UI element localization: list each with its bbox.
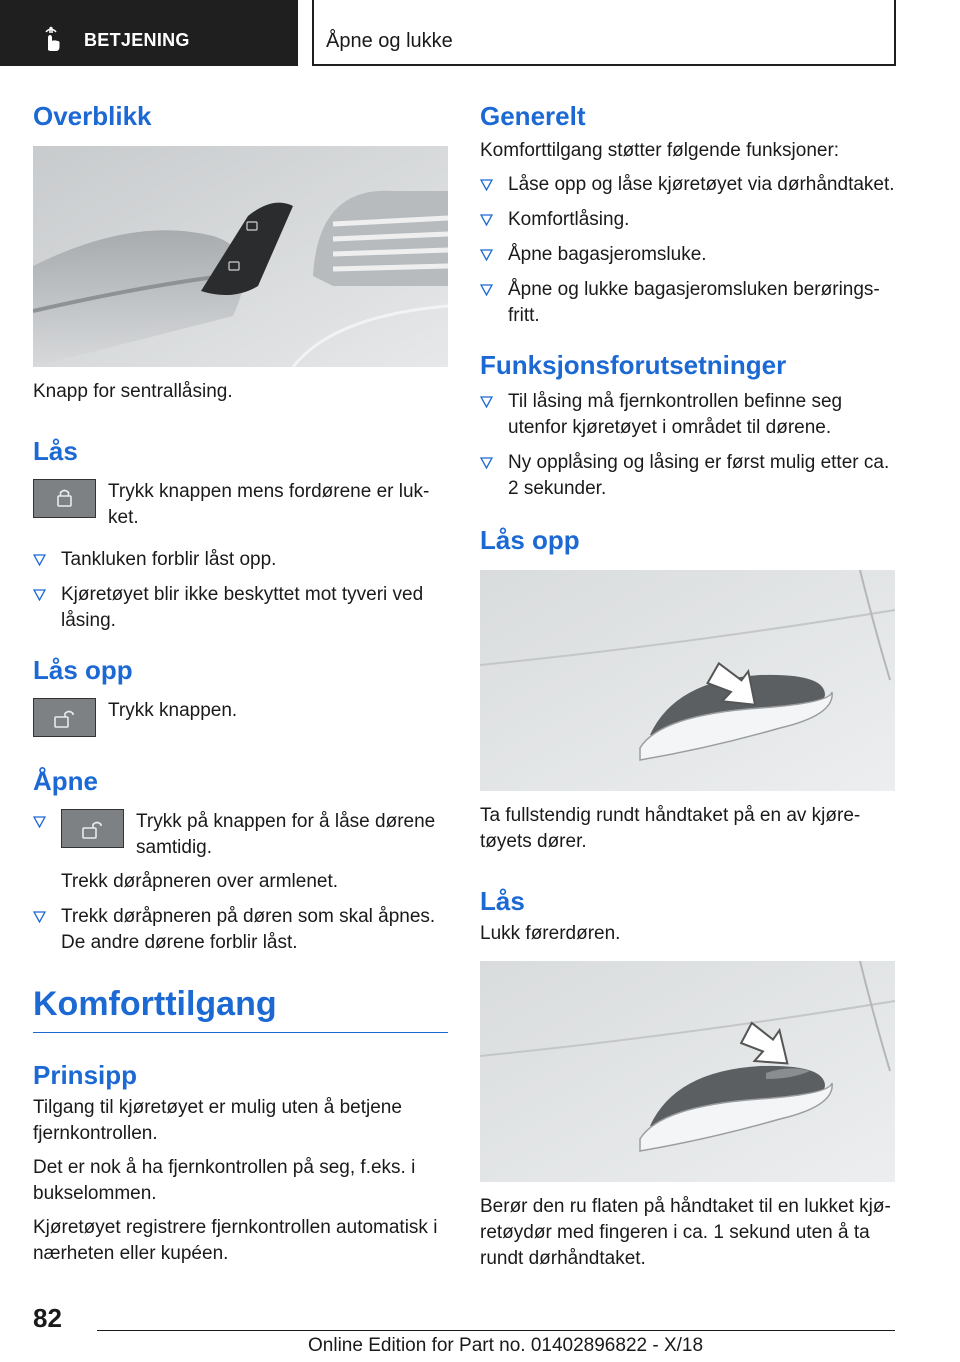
door-lock-buttons-photo xyxy=(33,146,448,367)
triangle-bullet-icon xyxy=(480,284,493,296)
door-handle-touch-photo xyxy=(480,961,895,1182)
triangle-bullet-icon xyxy=(480,214,493,226)
prinsipp-paragraph: Det er nok å ha fjernkontrollen på seg, f.eks. i bukselommen. xyxy=(33,1157,416,1204)
generelt-heading: Generelt xyxy=(480,101,586,131)
triangle-bullet-icon xyxy=(480,249,493,261)
edition-note: Online Edition for Part no. 01402896822 - X/18 xyxy=(308,1335,704,1356)
las-heading: Lås xyxy=(33,436,78,466)
funksjon-list xyxy=(480,389,895,502)
triangle-bullet-icon xyxy=(33,589,46,601)
list-item xyxy=(33,809,448,895)
lasopp-heading-right: Lås opp xyxy=(480,525,580,555)
triangle-bullet-icon xyxy=(480,396,493,408)
list-item: Åpne og lukke bagasjeromsluken berørings-fritt. xyxy=(480,277,895,329)
chapter-title: Åpne og lukke xyxy=(326,30,453,52)
triangle-bullet-icon xyxy=(33,554,46,566)
funksjonsforutsetninger-heading: Funksjonsforutsetninger xyxy=(480,350,787,380)
left-column xyxy=(33,100,448,1267)
page-number: 82 xyxy=(33,1303,62,1333)
las-instruction xyxy=(33,479,448,531)
list-item: Til låsing må fjernkontrollen befinne seg utenfor kjøretøyet i området til dørene. xyxy=(480,389,895,441)
lock-button-icon xyxy=(33,479,96,518)
prinsipp-paragraph: Tilgang til kjøretøyet er mulig uten å betjene fjernkontrollen. xyxy=(33,1097,402,1144)
apne-item1-sub: Trekk døråpneren over armlenet. xyxy=(61,871,339,892)
page-header xyxy=(0,0,960,66)
komforttilgang-heading: Komforttilgang xyxy=(33,984,448,1033)
list-item: Komfortlåsing. xyxy=(480,207,895,233)
triangle-bullet-icon xyxy=(480,179,493,191)
right-column xyxy=(480,100,895,1272)
las-list xyxy=(33,547,448,634)
apne-list xyxy=(33,809,448,956)
lasopp-caption: Ta fullstendig rundt håndtaket på en av kjøre-tøyets dører. xyxy=(480,805,861,852)
las-heading-right: Lås xyxy=(480,886,525,916)
lasopp-heading: Lås opp xyxy=(33,655,133,685)
lasopp-instruction xyxy=(33,698,448,737)
generelt-list xyxy=(480,172,895,329)
apne-item1-text: Trykk på knappen for å låse dørene samtidig. xyxy=(136,811,436,858)
triangle-bullet-icon xyxy=(33,816,46,828)
footer-divider xyxy=(97,1330,895,1331)
lasopp-text: Trykk knappen. xyxy=(108,700,238,721)
overblikk-heading: Overblikk xyxy=(33,101,152,131)
las-caption: Berør den ru flaten på håndtaket til en lukket kjø-retøydør med fingeren i ca. 1 sekund uten å ta rundt dørhåndtaket. xyxy=(480,1196,891,1269)
triangle-bullet-icon xyxy=(33,911,46,923)
prinsipp-heading: Prinsipp xyxy=(33,1060,138,1090)
list-item: Åpne bagasjeromsluke. xyxy=(480,242,895,268)
list-item: Ny opplåsing og låsing er først mulig etter ca. 2 sekunder. xyxy=(480,450,895,502)
las-text-right: Lukk førerdøren. xyxy=(480,923,621,944)
list-item: Trekk døråpneren på døren som skal åpnes. De andre dørene forblir låst. xyxy=(33,904,448,956)
list-item: Låse opp og låse kjøretøyet via dørhåndtaket. xyxy=(480,172,895,198)
triangle-bullet-icon xyxy=(480,457,493,469)
generelt-intro: Komforttilgang støtter følgende funksjoner: xyxy=(480,140,840,161)
door-handle-grip-photo xyxy=(480,570,895,791)
unlock-button-icon xyxy=(61,809,124,848)
overblikk-caption: Knapp for sentrallåsing. xyxy=(33,381,233,402)
apne-heading: Åpne xyxy=(33,766,98,796)
list-item: Kjøretøyet blir ikke beskyttet mot tyveri ved låsing. xyxy=(33,582,448,634)
list-item: Tankluken forblir låst opp. xyxy=(33,547,448,573)
section-label: BETJENING xyxy=(84,30,190,50)
las-text: Trykk knappen mens fordørene er luk-ket. xyxy=(108,481,430,528)
prinsipp-paragraph: Kjøretøyet registrere fjernkontrollen automatisk i nærheten eller kupéen. xyxy=(33,1217,438,1264)
hand-touch-icon xyxy=(38,26,66,54)
unlock-button-icon xyxy=(33,698,96,737)
